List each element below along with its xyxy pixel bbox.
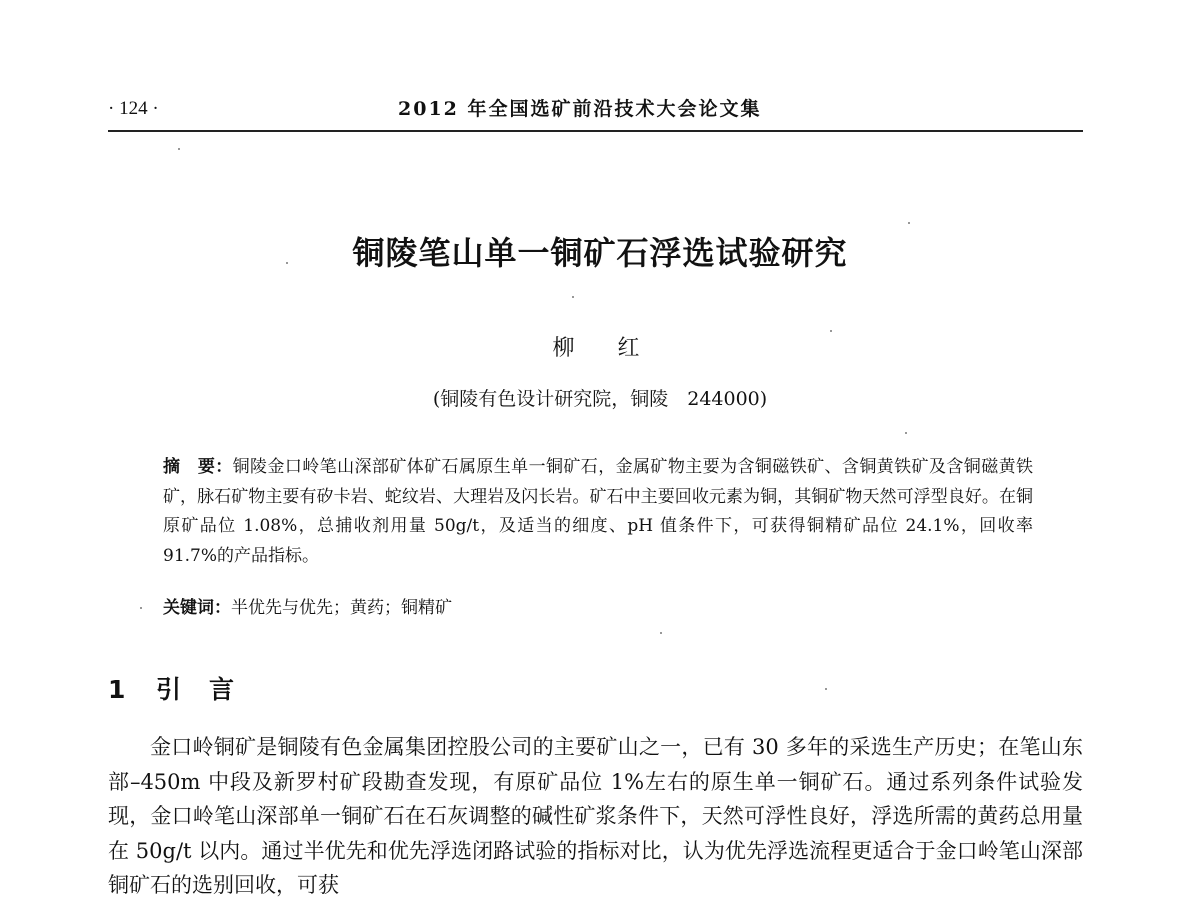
keywords-label: 关键词： [163, 598, 231, 618]
scan-speck [178, 148, 180, 150]
keywords-text: 半优先与优先；黄药；铜精矿 [231, 598, 452, 618]
scan-speck [830, 330, 832, 332]
paper-title: 铜陵笔山单一铜矿石浮选试验研究 [352, 234, 848, 272]
section-heading [108, 673, 262, 707]
affiliation: (铜陵有色设计研究院，铜陵 244000) [432, 388, 768, 410]
scan-speck [905, 432, 907, 434]
running-title: 2012 年全国选矿前沿技术大会论文集 [398, 98, 762, 120]
scan-speck [908, 222, 910, 224]
scan-speck [286, 262, 288, 264]
page-number: · 124 · [108, 98, 159, 119]
running-header [108, 96, 1083, 128]
keywords [163, 595, 1033, 621]
abstract-label: 摘 要： [163, 457, 233, 477]
section-number: 1 [108, 675, 126, 704]
section-paragraph: 金口岭铜矿是铜陵有色金属集团控股公司的主要矿山之一，已有 30 多年的采选生产历史；在笔山东部–450m 中段及新罗村矿段勘查发现，有原矿品位 1%左右的原生单一铜矿石。通过系列条件试验发现，金口岭笔山深部单一铜矿石在石灰调整的碱性矿浆条件下，天然可浮性良好，浮选所需的黄药总用量在 50g/t 以内。通过半优先和优先浮选闭路试验的指标对比，认为优先浮选流程更适合于金口岭笔山深部铜矿石的选别回收，可获 [108, 735, 1083, 897]
scan-speck [825, 688, 827, 690]
scan-speck [660, 632, 662, 634]
scan-speck [572, 296, 574, 298]
abstract-text: 铜陵金口岭笔山深部矿体矿石属原生单一铜矿石，金属矿物主要为含铜磁铁矿、含铜黄铁矿及含铜磁黄铁矿，脉石矿物主要有矽卡岩、蛇纹岩、大理岩及闪长岩。矿石中主要回收元素为铜，其铜矿物天然可浮型良好。在铜原矿品位 1.08%，总捕收剂用量 50g/t，及适当的细度、pH 值条件下，可获得铜精矿品位 24.1%，回收率 91.7%的产品指标。 [163, 457, 1034, 566]
abstract [163, 453, 1033, 571]
scan-speck [140, 607, 142, 609]
author: 柳 红 [552, 336, 658, 361]
section-title: 引言 [156, 675, 263, 704]
header-rule [108, 130, 1083, 132]
